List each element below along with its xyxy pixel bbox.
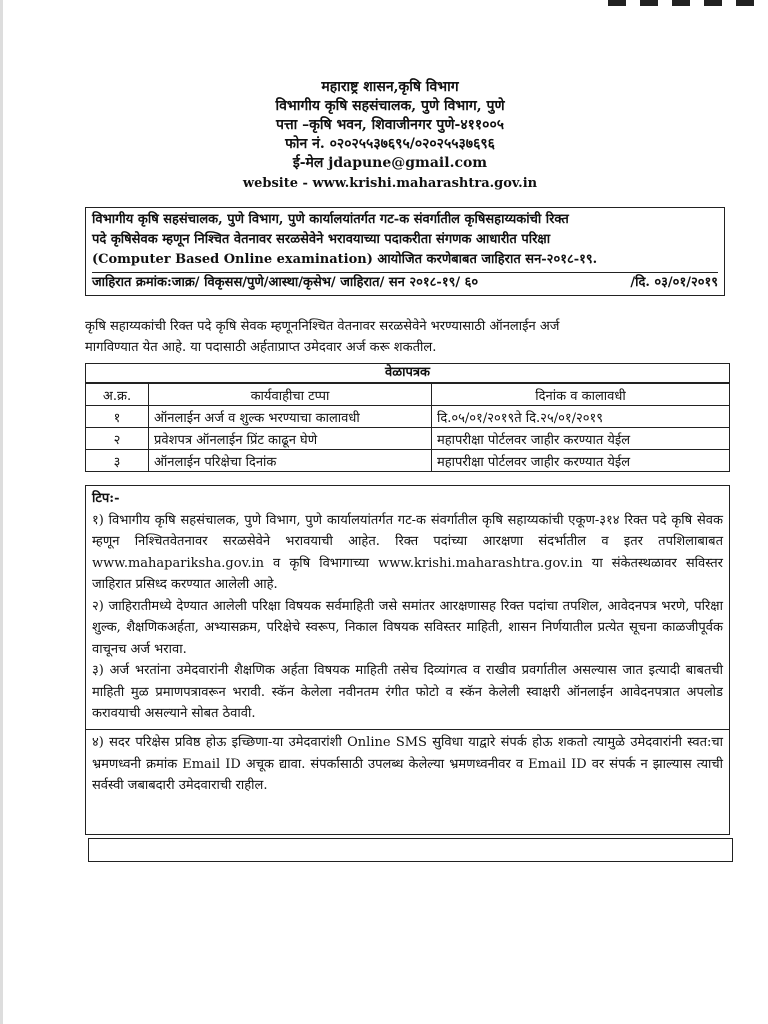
notes-title: टिप:- — [92, 491, 120, 506]
row-serial: १ — [86, 406, 149, 428]
table-header-row — [86, 384, 730, 406]
notice-ref-number: जाहिरात क्रमांक:जाक्र/ विकृसस/पुणे/आस्था/कृसेभ/ जाहिरात/ सन २०१८-१९/ ६० — [92, 275, 479, 290]
note-4: ४) सदर परिक्षेस प्रविष्ठ होऊ इच्छिणा-या उमेदवारांशी Online SMS सुविधा याद्वारे संपर्क होऊ शकतो त्यामुळे उमेदवारांनी स्वत:चा भ्रमणध्वनी क्रमांक Email ID अचूक द्यावा. संपर्कासाठी उपलब्ध केलेल्या भ्रमणध्वनीवर व Email ID वर संपर्क न झाल्यास त्याची सर्वस्वी जबाबदारी उमेदवाराची राहील. — [92, 735, 723, 793]
notes-box — [85, 485, 730, 730]
note-1: १) विभागीय कृषि सहसंचालक, पुणे विभाग, पुणे कार्यालयांतर्गत गट-क संवर्गातील कृषि सहाय्यकांची एकूण-३१४ रिक्त पदे कृषि सेवक म्हणून निश्चितवेतनावर सरळसेवेने भरावयाची आहेत. रिक्त पदांच्या आरक्षणा संदर्भातील व इतर तपशिलाबाबत www.mahapariksha.gov.in व कृषि विभागाच्या www.krishi.maharashtra.gov.in या संकेतस्थळावर सविस्तर जाहिरात प्रसिध्द करण्यात आलेली आहे. — [92, 512, 723, 592]
intro-paragraph — [85, 316, 725, 358]
row-serial: ३ — [86, 450, 149, 472]
letterhead — [150, 78, 630, 193]
table-row — [86, 450, 730, 472]
row-date: दि.०५/०१/२०१९ते दि.२५/०१/२०१९ — [432, 406, 730, 428]
header-line-2: विभागीय कृषि सहसंचालक, पुणे विभाग, पुणे — [275, 98, 505, 114]
row-step: ऑनलाईन परिक्षेचा दिनांक — [149, 450, 432, 472]
schedule-title: वेळापत्रक — [85, 363, 730, 383]
header-line-1: महाराष्ट्र शासन,कृषि विभाग — [321, 79, 459, 95]
intro-line-2: मागविण्यात येत आहे. या पदासाठी अर्हताप्राप्त उमेदवार अर्ज करू शकतील. — [85, 340, 437, 355]
col-header-serial: अ.क्र. — [86, 384, 149, 406]
table-row — [86, 428, 730, 450]
header-website: website - www.krishi.maharashtra.gov.in — [242, 176, 538, 191]
notice-box — [85, 207, 725, 296]
empty-footer-box — [88, 838, 733, 862]
table-row — [86, 406, 730, 428]
schedule-table — [85, 383, 730, 472]
row-step: ऑनलाईन अर्ज व शुल्क भरण्याचा कालावधी — [149, 406, 432, 428]
scan-mark — [608, 0, 768, 6]
intro-line-1: कृषि सहाय्यकांची रिक्त पदे कृषि सेवक म्हणूननिश्चित वेतनावर सरळसेवेने भरण्यासाठी ऑनलाईन अर्ज — [85, 319, 560, 334]
row-serial: २ — [86, 428, 149, 450]
col-header-step: कार्यवाहीचा टप्पा — [149, 384, 432, 406]
header-line-3: पत्ता –कृषि भवन, शिवाजीनगर पुणे-४११००५ — [276, 117, 504, 133]
header-email: ई-मेल jdapune@gmail.com — [292, 155, 488, 171]
row-step: प्रवेशपत्र ऑनलाईन प्रिंट काढून घेणे — [149, 428, 432, 450]
notice-ref-date: /दि. ०३/०१/२०१९ — [630, 275, 718, 290]
notes-box-continued — [85, 730, 730, 835]
col-header-date: दिनांक व कालावधी — [432, 384, 730, 406]
row-date: महापरीक्षा पोर्टलवर जाहीर करण्यात येईल — [432, 450, 730, 472]
notice-reference — [92, 272, 718, 293]
scan-edge — [0, 0, 3, 1024]
note-2: २) जाहिरातीमध्ये देण्यात आलेली परिक्षा विषयक सर्वमाहिती जसे समांतर आरक्षणासह रिक्त पदांचा तपशिल, आवेदनपत्र भरणे, परिक्षा शुल्क, शैक्षणिकअर्हता, अभ्यासक्रम, परिक्षेचे स्वरूप, निकाल विषयक सविस्तर माहिती, शासन निर्णयातील प्रत्येत सूचना काळजीपूर्वक वाचूनच अर्ज भरावा. — [92, 598, 723, 657]
row-date: महापरीक्षा पोर्टलवर जाहीर करण्यात येईल — [432, 428, 730, 450]
notice-line-1: विभागीय कृषि सहसंचालक, पुणे विभाग, पुणे कार्यालयांतर्गत गट-क संवर्गातील कृषिसहाय्यकांची रिक्त — [92, 212, 569, 227]
header-line-4: फोन नं. ०२०२५५३७६९५/०२०२५५३७६९६ — [285, 136, 495, 152]
note-3: ३) अर्ज भरतांना उमेदवारांनी शैक्षणिक अर्हता विषयक माहिती तसेच दिव्यांगत्व व राखीव प्रवर्गातील असल्यास जात इत्यादी बाबतची माहिती मुळ प्रमाणपत्रावरून भरावी. स्कॅन केलेला नवीनतम रंगीत फोटो व स्कॅन केलेली स्वाक्षरी ऑनलाईन आवेदनपत्रात अपलोड करावयाची असल्याने सोबत ठेवावी. — [92, 663, 723, 721]
notice-line-2: पदे कृषिसेवक म्हणून निश्चित वेतनावर सरळसेवेने भरावयाच्या पदाकरीता संगणक आधारीत परिक्षा — [92, 232, 551, 247]
notice-line-3: (Computer Based Online examination) आयोजित करणेबाबत जाहिरात सन-२०१८-१९. — [92, 252, 598, 267]
